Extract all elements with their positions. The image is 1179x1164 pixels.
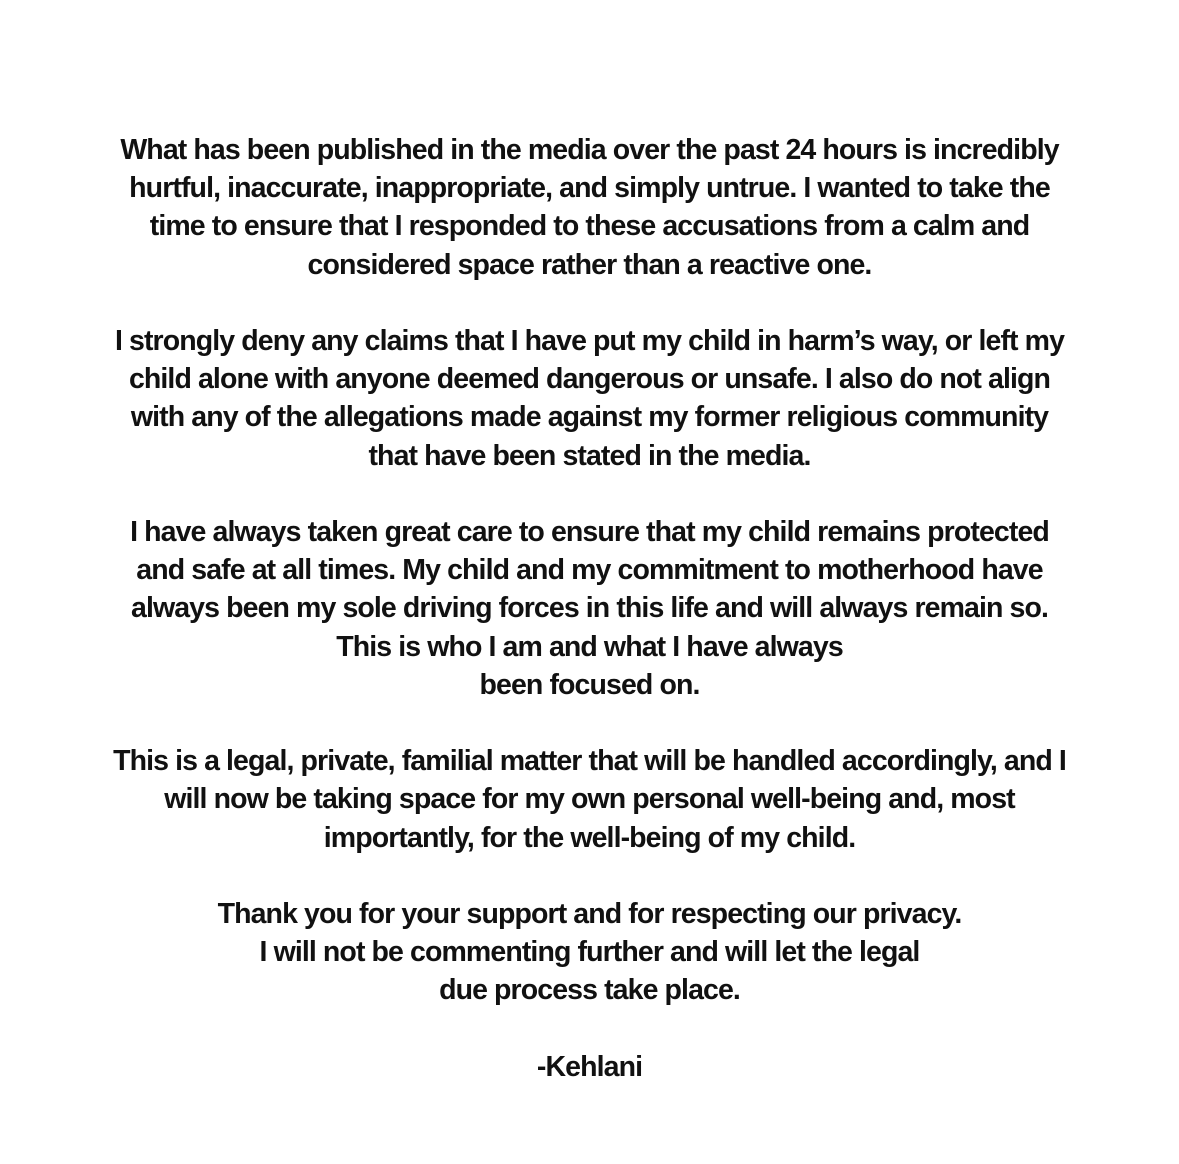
text-line: that have been stated in the media. [368,439,811,472]
text-line: with any of the allegations made against my former religious community [130,401,1049,434]
paragraph-legal-matter [0,742,1179,857]
text-line: always been my sole driving forces in this life and will always remain so. [131,592,1048,625]
text-line: I have always taken great care to ensure that my child remains protected [130,516,1049,548]
statement [0,131,1179,1086]
text-line: considered space rather than a reactive one. [307,248,872,281]
text-line: I strongly deny any claims that I have put my child in harm’s way, or left my [114,325,1065,357]
text-line: child alone with anyone deemed dangerous or unsafe. I also do not align [128,363,1051,396]
text-line: importantly, for the well-being of my child. [323,821,856,854]
signature-text: -Kehlani [536,1050,643,1083]
paragraph-media-response [0,131,1179,284]
text-line: I will not be commenting further and will let the legal [259,936,920,969]
text-line: Thank you for your support and for respecting our privacy. [217,898,962,930]
text-line: will now be taking space for my own personal well-being and, most [164,783,1015,816]
text-line: time to ensure that I responded to these accusations from a calm and [149,210,1030,243]
text-line: and safe at all times. My child and my commitment to motherhood have [136,554,1043,587]
signature [0,1048,1179,1086]
text-line: This is a legal, private, familial matter that will be handled accordingly, and I [113,745,1066,778]
text-line: been focused on. [479,668,700,701]
text-line: due process take place. [439,974,740,1007]
text-line: What has been published in the media over the past 24 hours is incredibly [120,134,1059,166]
paragraph-thank-you [0,895,1179,1010]
paragraph-motherhood [0,513,1179,704]
paragraph-denial [0,322,1179,475]
text-line: hurtful, inaccurate, inappropriate, and simply untrue. I wanted to take the [129,172,1050,205]
text-line: This is who I am and what I have always [336,630,843,663]
